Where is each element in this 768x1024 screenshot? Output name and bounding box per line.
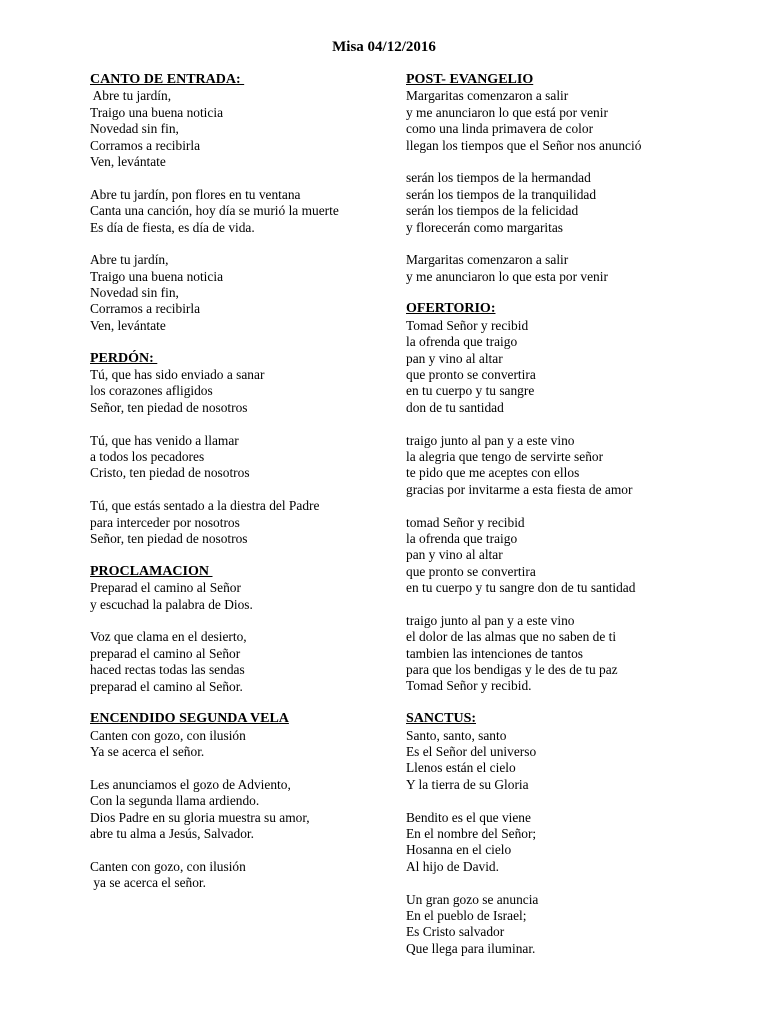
lyric-line: Tú, que estás sentado a la diestra del Padre xyxy=(90,498,320,514)
stanza xyxy=(406,810,756,876)
lyric-line: que pronto se convertira xyxy=(406,563,536,579)
lyric-line: Traigo una buena noticia xyxy=(90,268,224,284)
lyric-line: Corramos a recibirla xyxy=(90,301,201,317)
left-column xyxy=(90,72,390,908)
lyric-line: Es Cristo salvador xyxy=(406,924,505,940)
lyric-line: serán los tiempos de la tranquilidad xyxy=(406,186,597,202)
lyric-line: a todos los pecadores xyxy=(90,449,205,465)
lyric-line: Traigo una buena noticia xyxy=(90,104,224,120)
lyric-line: la ofrenda que traigo xyxy=(406,334,518,350)
stanza xyxy=(90,433,390,482)
section-heading: POST- EVANGELIO xyxy=(406,72,534,87)
section-ofertorio xyxy=(406,301,756,694)
lyric-line: y florecerán como margaritas xyxy=(406,219,564,235)
section-post-evangelio xyxy=(406,72,756,285)
lyric-line: y escuchad la palabra de Dios. xyxy=(90,596,253,612)
lyric-line: Al hijo de David. xyxy=(406,858,499,874)
stanza xyxy=(90,88,390,170)
lyric-line: la alegria que tengo de servirte señor xyxy=(406,449,604,465)
stanza xyxy=(90,859,390,892)
stanza xyxy=(406,318,756,416)
lyric-line: Novedad sin fin, xyxy=(90,121,179,137)
lyric-line: don de tu santidad xyxy=(406,399,504,415)
lyric-line: Ven, levántate xyxy=(90,153,166,169)
lyric-line: Ven, levántate xyxy=(90,317,166,333)
lyric-line: como una linda primavera de color xyxy=(406,121,594,137)
lyric-line: en tu cuerpo y tu sangre don de tu santidad xyxy=(406,580,636,596)
stanza xyxy=(406,515,756,597)
section-heading: PROCLAMACION xyxy=(90,563,213,579)
lyric-line: Abre tu jardín, xyxy=(90,88,172,104)
lyric-line: Y la tierra de su Gloria xyxy=(406,776,529,792)
lyric-line: Hosanna en el cielo xyxy=(406,842,512,858)
lyric-line: Es día de fiesta, es día de vida. xyxy=(90,219,255,235)
lyric-line: Bendito es el que viene xyxy=(406,809,531,825)
stanza xyxy=(406,433,756,499)
lyric-line: Novedad sin fin, xyxy=(90,285,179,301)
lyric-line: la ofrenda que traigo xyxy=(406,530,518,546)
stanza xyxy=(90,629,390,695)
lyric-line: preparad el camino al Señor. xyxy=(90,678,243,694)
stanza xyxy=(90,728,390,761)
lyric-line: Un gran gozo se anuncia xyxy=(406,891,539,907)
lyric-line: Tú, que has venido a llamar xyxy=(90,432,239,448)
lyric-line: y me anunciaron lo que está por venir xyxy=(406,104,608,120)
section-perdon xyxy=(90,351,390,548)
section-heading: ENCENDIDO SEGUNDA VELA xyxy=(90,711,289,727)
lyric-line: Les anunciamos el gozo de Adviento, xyxy=(90,776,291,792)
lyric-line: Tomad Señor y recibid xyxy=(406,317,529,333)
stanza xyxy=(90,777,390,843)
lyric-line: Tomad Señor y recibid. xyxy=(406,678,532,694)
lyric-line: Abre tu jardín, xyxy=(90,252,169,268)
stanza xyxy=(406,613,756,695)
lyric-line: Llenos están el cielo xyxy=(406,760,516,776)
lyric-line: Preparad el camino al Señor xyxy=(90,580,241,596)
lyric-line: Margaritas comenzaron a salir xyxy=(406,252,569,268)
lyric-line: te pido que me aceptes con ellos xyxy=(406,465,580,481)
lyric-line: Que llega para iluminar. xyxy=(406,940,536,956)
lyric-line: Tú, que has sido enviado a sanar xyxy=(90,367,265,383)
section-proclamacion xyxy=(90,564,390,695)
section-heading: CANTO DE ENTRADA: xyxy=(90,72,245,87)
right-column xyxy=(406,72,756,974)
lyric-line: para que los bendigas y le des de tu paz xyxy=(406,662,618,678)
stanza xyxy=(406,728,756,794)
lyric-line: serán los tiempos de la felicidad xyxy=(406,203,579,219)
lyric-line: En el pueblo de Israel; xyxy=(406,907,527,923)
lyric-line: haced rectas todas las sendas xyxy=(90,662,245,678)
lyric-line: En el nombre del Señor; xyxy=(406,826,537,842)
section-sanctus xyxy=(406,711,756,957)
lyric-line: tomad Señor y recibid xyxy=(406,514,525,530)
lyric-line: abre tu alma a Jesús, Salvador. xyxy=(90,826,254,842)
stanza xyxy=(406,892,756,958)
lyric-line: Santo, santo, santo xyxy=(406,727,507,743)
lyric-line: el dolor de las almas que no saben de ti xyxy=(406,629,617,645)
page-title: Misa 04/12/2016 xyxy=(332,39,436,55)
lyric-line: para interceder por nosotros xyxy=(90,514,240,530)
lyric-line: los corazones afligidos xyxy=(90,383,213,399)
stanza xyxy=(406,252,756,285)
stanza xyxy=(90,580,390,613)
section-heading: SANCTUS: xyxy=(406,711,477,727)
lyric-line: Señor, ten piedad de nosotros xyxy=(90,399,248,415)
lyric-line: tambien las intenciones de tantos xyxy=(406,645,584,661)
lyric-line: Dios Padre en su gloria muestra su amor, xyxy=(90,809,310,825)
stanza xyxy=(406,88,756,154)
lyric-line: y me anunciaron lo que esta por venir xyxy=(406,268,608,284)
lyric-line: serán los tiempos de la hermandad xyxy=(406,170,591,186)
section-heading: PERDÓN: xyxy=(90,350,158,366)
stanza xyxy=(90,187,390,236)
lyric-line: Canten con gozo, con ilusión xyxy=(90,727,246,743)
lyric-line: pan y vino al altar xyxy=(406,547,503,563)
section-canto-de-entrada xyxy=(90,72,390,334)
stanza xyxy=(90,367,390,416)
lyric-line: traigo junto al pan y a este vino xyxy=(406,432,575,448)
lyric-line: preparad el camino al Señor xyxy=(90,645,241,661)
lyric-line: ya se acerca el señor. xyxy=(90,875,206,891)
lyric-line: Es el Señor del universo xyxy=(406,744,537,760)
lyric-line: Señor, ten piedad de nosotros xyxy=(90,530,248,546)
lyric-line: Margaritas comenzaron a salir xyxy=(406,88,569,104)
lyric-line: Cristo, ten piedad de nosotros xyxy=(90,465,250,481)
stanza xyxy=(406,170,756,236)
lyric-line: Voz que clama en el desierto, xyxy=(90,629,247,645)
lyric-line: traigo junto al pan y a este vino xyxy=(406,612,575,628)
lyric-line: gracias por invitarme a esta fiesta de amor xyxy=(406,481,633,497)
lyric-line: Corramos a recibirla xyxy=(90,137,201,153)
lyric-line: Canta una canción, hoy día se murió la muerte xyxy=(90,203,339,219)
stanza xyxy=(90,498,390,547)
lyric-line: Ya se acerca el señor. xyxy=(90,744,205,760)
lyric-line: Canten con gozo, con ilusión xyxy=(90,858,246,874)
section-encendido-segunda-vela xyxy=(90,711,390,891)
lyric-line: en tu cuerpo y tu sangre xyxy=(406,383,535,399)
stanza xyxy=(90,252,390,334)
lyric-line: Con la segunda llama ardiendo. xyxy=(90,793,260,809)
lyric-line: que pronto se convertira xyxy=(406,367,536,383)
lyric-line: llegan los tiempos que el Señor nos anunció xyxy=(406,137,642,153)
lyric-line: pan y vino al altar xyxy=(406,350,503,366)
lyric-line: Abre tu jardín, pon flores en tu ventana xyxy=(90,186,301,202)
section-heading: OFERTORIO: xyxy=(406,301,496,317)
